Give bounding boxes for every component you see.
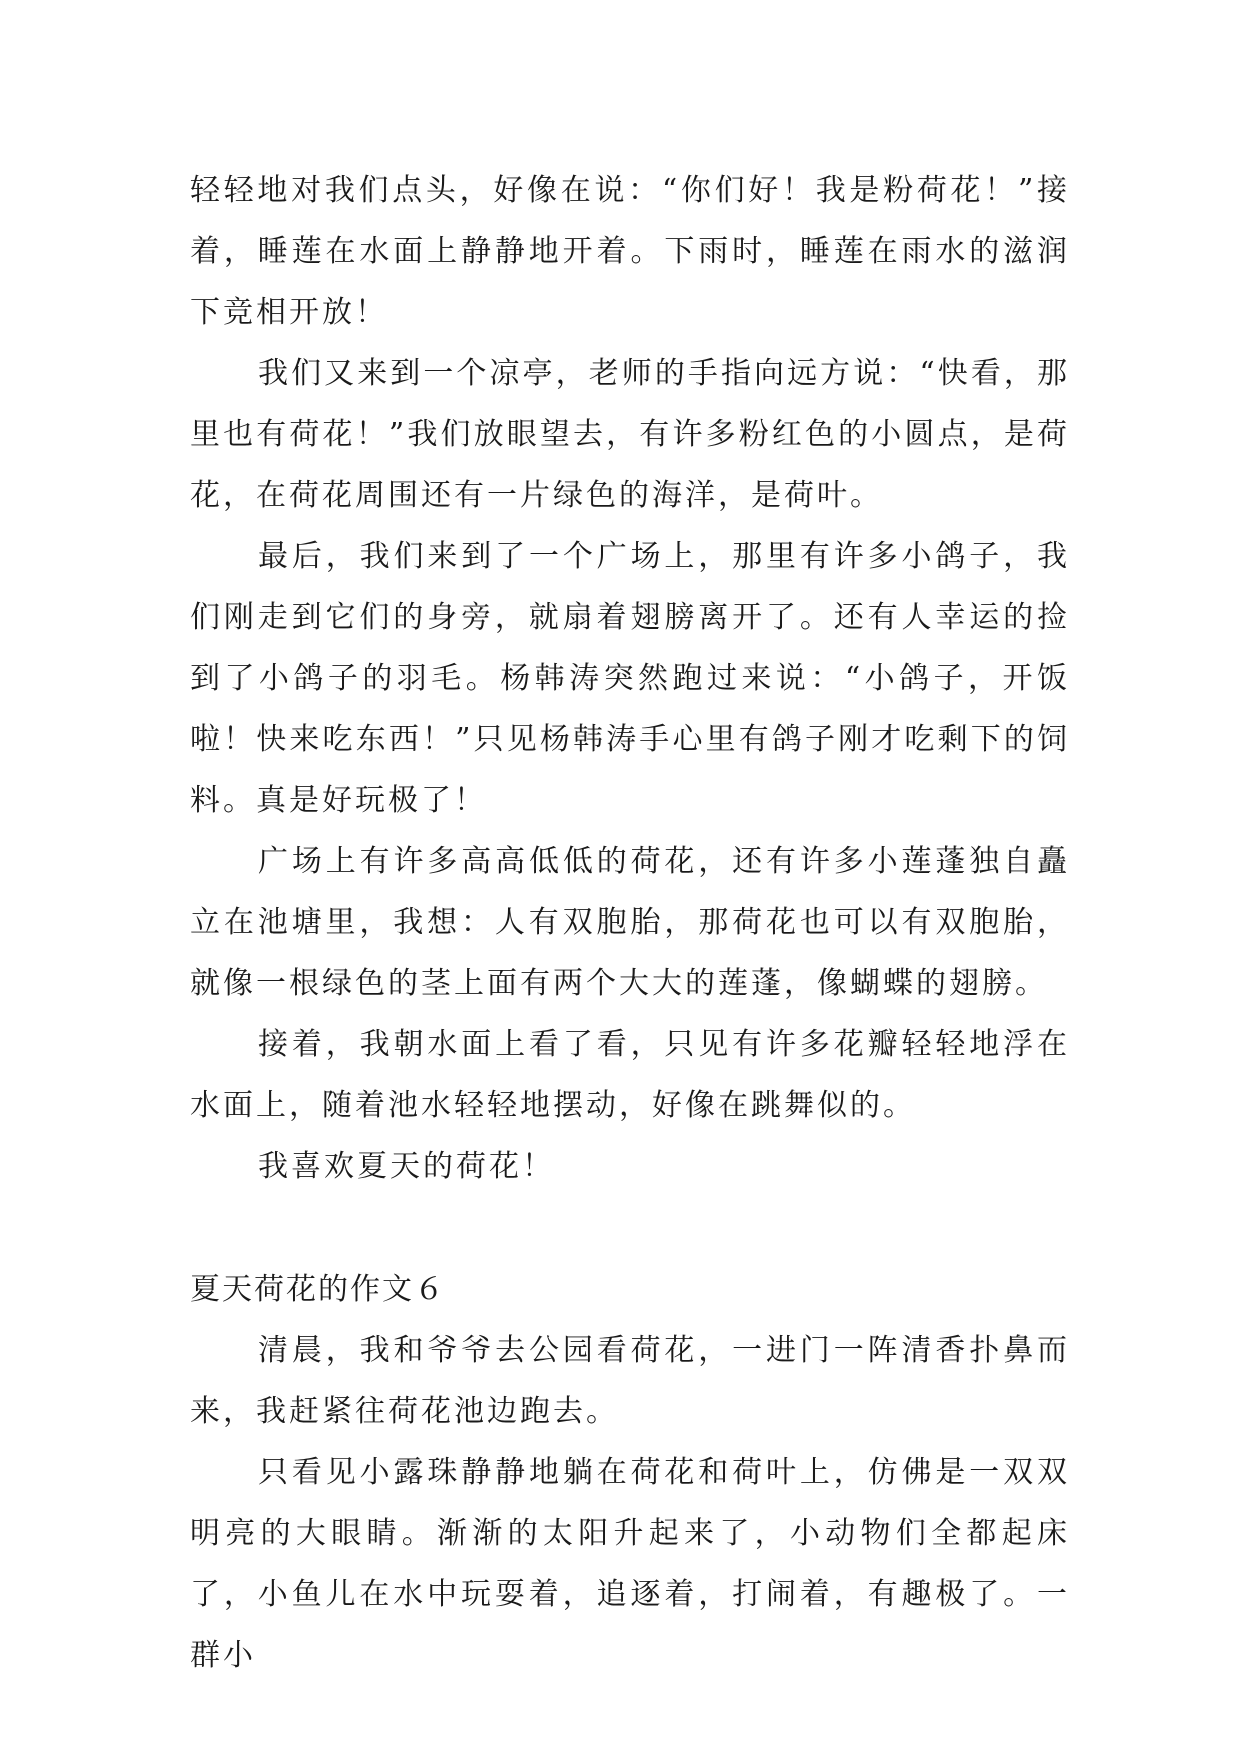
paragraph: 我们又来到一个凉亭，老师的手指向远方说：“快看，那里也有荷花！”我们放眼望去，有许多粉红色的小圆点，是荷花，在荷花周围还有一片绿色的海洋，是荷叶。 <box>190 356 1070 513</box>
paragraph: 我喜欢夏天的荷花！ <box>258 1149 555 1184</box>
paragraph-continued: 轻轻地对我们点头，好像在说：“你们好！我是粉荷花！”接着，睡莲在水面上静静地开着。下雨时，睡莲在雨水的滋润下竞相开放！ <box>190 173 1070 330</box>
section-heading: 夏天荷花的作文６ <box>190 1272 446 1307</box>
paragraph: 最后，我们来到了一个广场上，那里有许多小鸽子，我们刚走到它们的身旁，就扇着翅膀离开了。还有人幸运的捡到了小鸽子的羽毛。杨韩涛突然跑过来说：“小鸽子，开饭啦！快来吃东西！”只见杨韩涛手心里有鸽子刚才吃剩下的饲料。真是好玩极了！ <box>190 539 1070 818</box>
paragraph: 清晨，我和爷爷去公园看荷花，一进门一阵清香扑鼻而来，我赶紧往荷花池边跑去。 <box>190 1333 1070 1429</box>
document-body <box>190 160 1070 1686</box>
paragraph: 只看见小露珠静静地躺在荷花和荷叶上，仿佛是一双双明亮的大眼睛。渐渐的太阳升起来了，小动物们全都起床了，小鱼儿在水中玩耍着，追逐着，打闹着，有趣极了。一群小 <box>190 1455 1070 1673</box>
paragraph: 广场上有许多高高低低的荷花，还有许多小莲蓬独自矗立在池塘里，我想：人有双胞胎，那荷花也可以有双胞胎，就像一根绿色的茎上面有两个大大的莲蓬，像蝴蝶的翅膀。 <box>190 844 1070 1001</box>
paragraph: 接着，我朝水面上看了看，只见有许多花瓣轻轻地浮在水面上，随着池水轻轻地摆动，好像在跳舞似的。 <box>190 1027 1070 1123</box>
